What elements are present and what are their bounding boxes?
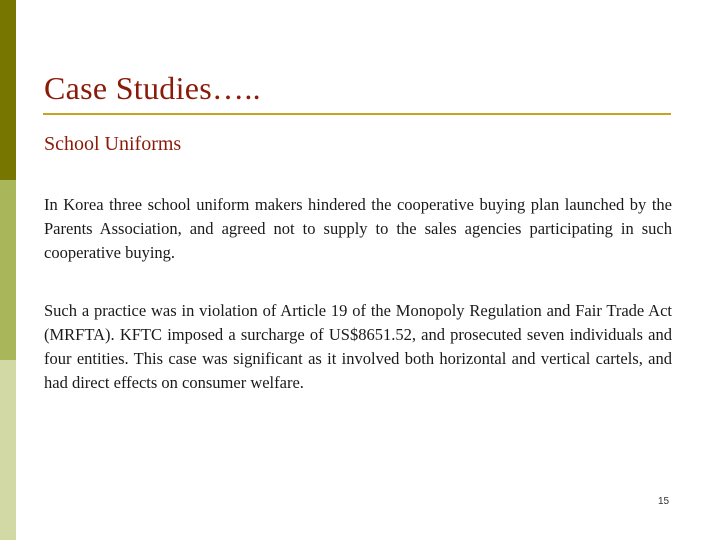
sidebar-band-dark [0, 0, 16, 180]
title-divider [43, 113, 671, 115]
sidebar-band-mid [0, 180, 16, 360]
sidebar-band-light [0, 360, 16, 540]
page-number: 15 [658, 496, 670, 507]
slide-title: Case Studies….. [44, 70, 261, 106]
paragraph-2: Such a practice was in violation of Article 19 of the Monopoly Regulation and Fair Trade Act (MRFTA). KFTC imposed a surcharge of US$8651.52, and prosecuted seven individuals and four entities. This case was significant as it involved both horizontal and vertical cartels, and had direct effects on consumer welfare. [44, 301, 672, 392]
paragraph-1: In Korea three school uniform makers hindered the cooperative buying plan launched by the Parents Association, and agreed not to supply to the sales agencies participating in such cooperative buying. [44, 195, 672, 262]
section-subtitle: School Uniforms [44, 133, 182, 155]
